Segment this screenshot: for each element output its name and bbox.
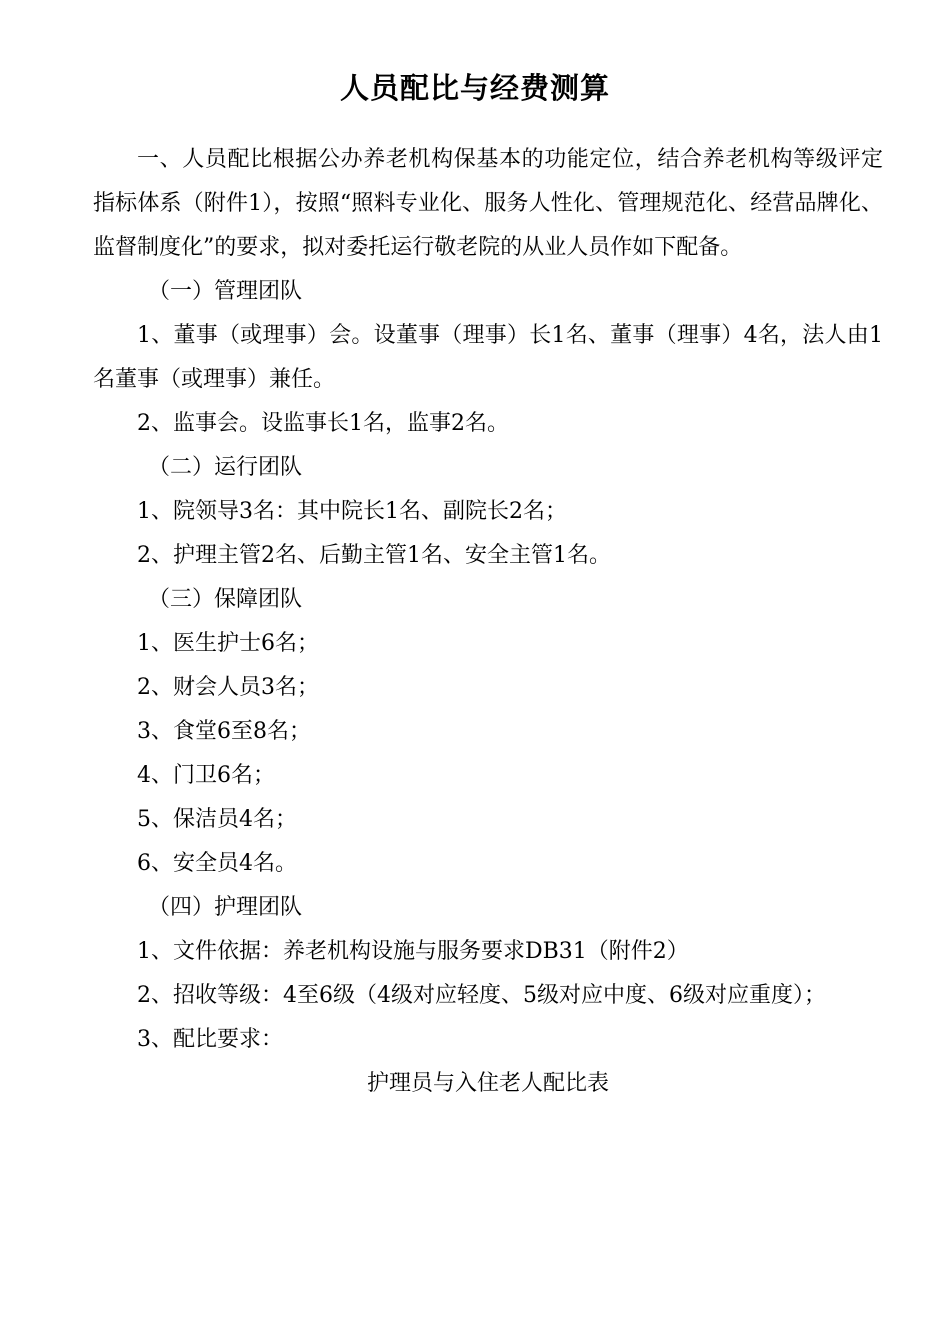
table-caption: 护理员与入住老人配比表 xyxy=(366,1071,609,1096)
document-title: 人员配比与经费测算 xyxy=(339,71,610,105)
nursing-item-levels: 2、招收等级：4至6级（4级对应轻度、5级对应中度、6级对应重度）； xyxy=(137,983,826,1008)
section-heading-nursing: （四）护理团队 xyxy=(148,895,303,920)
nursing-item-basis: 1、文件依据：养老机构设施与服务要求DB31（附件2） xyxy=(137,939,689,964)
support-item-security: 6、安全员4名。 xyxy=(137,851,297,876)
management-item-board: 1、董事（或理事）会。设董事（理事）长1名、董事（理事）4名，法人由1名董事（或理事）兼任。 xyxy=(93,323,883,392)
operations-item-supervisors: 2、护理主管2名、后勤主管1名、安全主管1名。 xyxy=(137,543,611,568)
support-item-cleaners: 5、保洁员4名； xyxy=(137,807,297,832)
document-body xyxy=(93,138,883,1106)
support-item-canteen: 3、食堂6至8名； xyxy=(137,719,311,744)
support-item-finance: 2、财会人员3名； xyxy=(137,675,319,700)
operations-item-leaders: 1、院领导3名：其中院长1名、副院长2名； xyxy=(137,499,567,524)
intro-paragraph: 一、人员配比根据公办养老机构保基本的功能定位，结合养老机构等级评定指标体系（附件1），按照“照料专业化、服务人性化、管理规范化、经营品牌化、监督制度化”的要求，拟对委托运行敬老院的从业人员作如下配备。 xyxy=(93,147,883,260)
nursing-item-ratio: 3、配比要求： xyxy=(137,1027,283,1052)
management-item-supervisors: 2、监事会。设监事长1名，监事2名。 xyxy=(137,411,509,436)
support-item-guards: 4、门卫6名； xyxy=(137,763,275,788)
support-item-medical: 1、医生护士6名； xyxy=(137,631,319,656)
section-heading-management: （一）管理团队 xyxy=(148,279,303,304)
section-heading-support: （三）保障团队 xyxy=(148,587,303,612)
section-heading-operations: （二）运行团队 xyxy=(148,455,303,480)
